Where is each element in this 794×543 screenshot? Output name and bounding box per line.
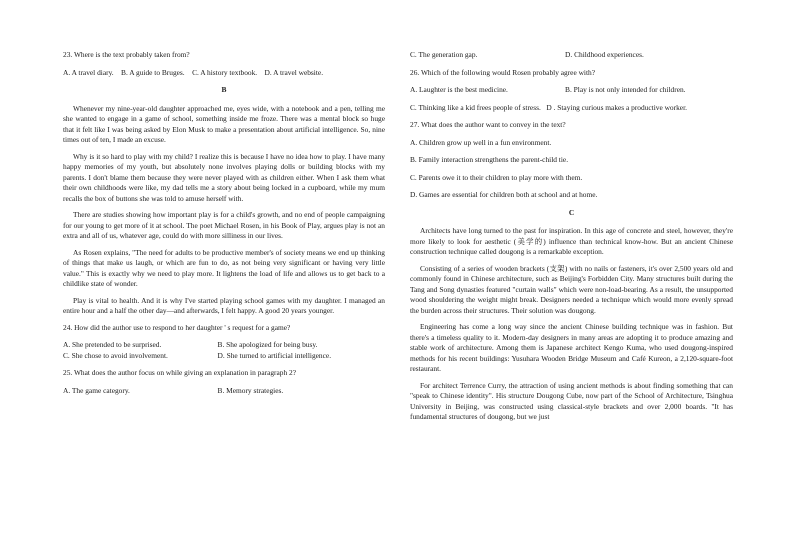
passage-c-paragraph-4: For architect Terrence Curry, the attraction of using ancient methods is about finding something that can "speak to Chinese identity". His structure Dougong Cube, now part of the School of Architecture, Tsinghua University in Beijing, was constructed using classical-style brackets and over 2,000 boards. "It has fundamental structures of dougong, but we just	[410, 380, 733, 421]
q25-option-c: C. The generation gap.	[410, 50, 478, 59]
question-26-stem: 26. Which of the following would Rosen probably agree with?	[410, 67, 596, 77]
question-24-stem: 24. How did the author use to respond to her daughter ' s request for a game?	[63, 322, 291, 332]
q24-option-a: A. She pretended to be surprised.	[63, 340, 162, 349]
question-23-stem: 23. Where is the text probably taken from?	[63, 50, 190, 59]
q26-option-b: B. Play is not only intended for children.	[565, 85, 686, 94]
question-27-stem: 27. What does the author want to convey in the text?	[410, 120, 566, 129]
q23-option-c: C. A history textbook.	[192, 67, 258, 77]
right-column	[410, 50, 733, 429]
left-column	[63, 50, 385, 403]
q26-option-c-d	[410, 103, 733, 114]
q24-option-b: B. She apologized for being busy.	[217, 340, 318, 349]
question-26-options	[410, 85, 733, 96]
passage-b-paragraph-4: As Rosen explains, "The need for adults to be productive member's of society means we end up thinking of things that make us laugh, or which are fun to do, as not being very significant or having very little value." This is exactly why we need to play more. It lightens the load of life and allows us to get back to a childlike state of wonder.	[63, 247, 385, 288]
passage-b-paragraph-2: Why is it so hard to play with my child? I realize this is because I have no idea how to play. I have many happy memories of my youth, but absolutely none involves playing dolls or building blocks with my parents. I don't blame them because they were never played with as children either. When I ask them what their own childhoods were like, my dad tells me a story about being locked in a cupboard, while my mum recalls the box of buttons she was told to amuse herself with.	[63, 151, 385, 203]
q25-option-d: D. Childhood experiences.	[565, 50, 644, 59]
question-24-options	[63, 340, 385, 361]
q25-option-b: B. Memory strategies.	[217, 385, 284, 395]
section-b-heading: B	[221, 85, 227, 94]
section-c-heading: C	[568, 207, 575, 217]
question-25-options	[63, 386, 385, 397]
q24-option-d: D. She turned to artificial intelligence.	[217, 350, 332, 360]
passage-b-paragraph-5: Play is vital to health. And it is why I've started playing school games with my daughter. I managed an entire hour and a half the other day—and afterwards, I felt happy. A good 20 years younger.	[63, 295, 385, 315]
q27-option-a: A. Children grow up well in a fun environment.	[410, 137, 552, 147]
passage-c-paragraph-3: Engineering has come a long way since the ancient Chinese building technique was in fashion. But there's a timeless quality to it. Modern-day designers in many areas are adopting it to produce amazing and stable work of architecture. Among them is Japanese architect Kengo Kuma, who used dougong-inspired methods for his recent buildings: Yusuhara Wooden Bridge Museum and Café Kureon, a 2,120-square-foot restaurant.	[410, 322, 733, 373]
question-25-stem: 25. What does the author focus on while giving an explanation in paragraph 2?	[63, 368, 297, 377]
q26-option-c: C. Thinking like a kid frees people of stress.	[410, 102, 541, 112]
q23-option-a: A. A travel diary.	[63, 67, 114, 77]
q23-option-b: B. A guide to Bruges.	[121, 67, 185, 77]
passage-b-paragraph-1: Whenever my nine-year-old daughter approached me, eyes wide, with a notebook and a pen, telling me she wanted to engage in a game of school, something inside me froze. There was a mental block so huge that it felt like I was being asked by Elon Musk to make a presentation about artificial intelligence. So, nine times out of ten, I made an excuse.	[63, 103, 385, 144]
q26-option-d: D . Staying curious makes a productive worker.	[546, 102, 687, 112]
passage-c-paragraph-1: Architects have long turned to the past for inspiration. In this age of concrete and steel, however, they're more likely to look for aesthetic (美学的) influence than technical know-how. But an ancient Chinese construction technique called dougong is a remarkable exception.	[410, 226, 733, 256]
q26-option-a: A. Laughter is the best medicine.	[410, 85, 508, 94]
passage-b-paragraph-3: There are studies showing how important play is for a child's growth, and no end of people campaigning for our young to get more of it at school. The poet Michael Rosen, in his Book of Play, argues play is not an extra and all of us, whatever age, could do with more silliness in our lives.	[63, 210, 385, 240]
q27-option-d: D. Games are essential for children both at school and at home.	[410, 190, 598, 199]
q25-option-a: A. The game category.	[63, 385, 130, 395]
q23-option-d: D. A travel website.	[264, 67, 324, 77]
q24-option-c: C. She chose to avoid involvement.	[63, 350, 168, 360]
question-25-options-continued	[410, 50, 733, 61]
question-23-options	[63, 68, 385, 79]
q27-option-c: C. Parents owe it to their children to play more with them.	[410, 172, 583, 182]
passage-c-paragraph-2: Consisting of a series of wooden brackets (支架) with no nails or fasteners, it's over 2,500 years old and commonly found in Chinese architecture, such as Beijing's Forbidden City. Many structures built during the Tang and Song dynasties featured "curtain walls" which were non-load-bearing. As a result, the unsupported wood shouldering the weight might break. Designers needed a technique which would more evenly spread the burden across their structures. Their solution was dougong.	[410, 263, 733, 315]
q27-option-b: B. Family interaction strengthens the parent-child tie.	[410, 155, 569, 164]
